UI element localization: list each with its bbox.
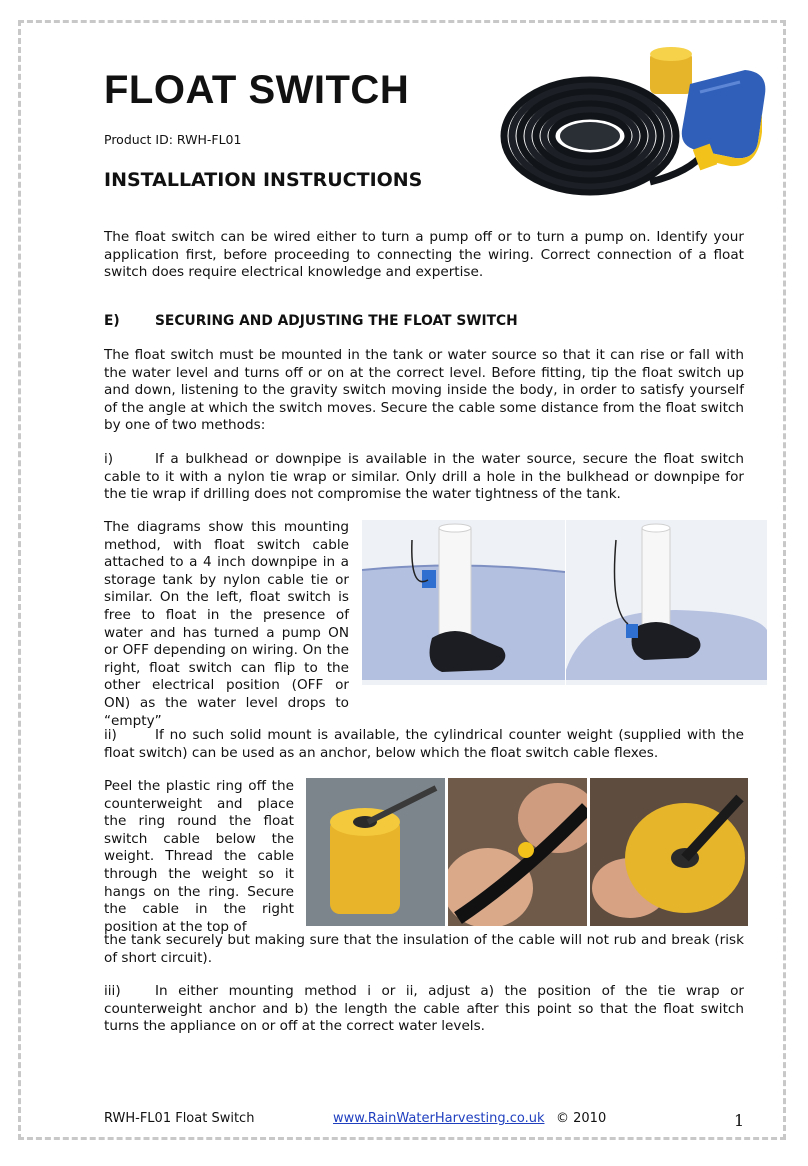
diagram-description: The diagrams show this mounting method, with float switch cable attached to a 4 inch downpipe in a storage tank by nylon cable tie or similar. On the left, float switch is free to float in the presence of water and has turned a pump ON or OFF depending on wiring. On the right, float switch can flip to the other electrical position (OFF or ON) as the water level drops to “empty”: [104, 519, 349, 729]
item-ii-text: If no such solid mount is available, the cylindrical counter weight (supplied with the float switch) can be used as an anchor, below which the float switch cable flexes.: [104, 727, 744, 761]
section-body: The float switch must be mounted in the tank or water source so that it can rise or fall with the water level and turns off or on at the correct level. Before fitting, tip the float switch up and down, listening to the gravity switch moving inside the body, in order to satisfy yourself of the angle at which the switch moves. Secure the cable some distance from the float switch by one of two methods:: [104, 347, 744, 434]
peel-instructions: Peel the plastic ring off the counterweight and place the ring round the float switch cable below the weight. Thread the cable through the weight so it hangs on the ring. Secure the cable in the right position at the top of: [104, 778, 294, 935]
diagram-float-up: [362, 520, 565, 685]
product-id: Product ID: RWH-FL01: [104, 132, 242, 147]
item-iii-label: iii): [104, 983, 121, 999]
page-number: 1: [734, 1111, 745, 1130]
footer-doc-name: RWH-FL01 Float Switch: [104, 1111, 255, 1126]
intro-paragraph: The float switch can be wired either to turn a pump off or to turn a pump on. Identify your application first, before proceeding to connecting the wiring. Correct connection of a float switch does require electrical knowledge and expertise.: [104, 229, 744, 281]
section-heading: [104, 313, 518, 329]
counterweight-photo-3: [590, 778, 748, 926]
diagram-float-down: [566, 520, 767, 685]
counterweight-photo-2: [448, 778, 587, 926]
item-iii: [104, 983, 744, 1036]
item-iii-text: In either mounting method i or ii, adjust a) the position of the tie wrap or counterweight anchor and b) the length the cable after this point so that the float switch turns the appliance on or off at the correct water levels.: [104, 983, 744, 1035]
section-title: SECURING AND ADJUSTING THE FLOAT SWITCH: [155, 313, 518, 329]
item-i-label: i): [104, 451, 114, 467]
page-title: FLOAT SWITCH: [104, 68, 410, 112]
product-photo: [500, 42, 772, 200]
item-ii: [104, 727, 744, 762]
peel-instructions-continued: the tank securely but making sure that the insulation of the cable will not rub and break (risk of short circuit).: [104, 932, 744, 966]
footer-website-link[interactable]: www.RainWaterHarvesting.co.uk: [333, 1111, 545, 1126]
item-ii-label: ii): [104, 727, 117, 743]
item-i: [104, 451, 744, 504]
section-subtitle: INSTALLATION INSTRUCTIONS: [104, 169, 423, 191]
item-i-text: If a bulkhead or downpipe is available in the water source, secure the float switch cable to it with a nylon tie wrap or similar. Only drill a hole in the bulkhead or downpipe for the tie wrap if drilling does not compromise the water tightness of the tank.: [104, 451, 744, 503]
footer-copyright: © 2010: [556, 1111, 607, 1126]
counterweight-photo-1: [306, 778, 445, 926]
section-letter: E): [104, 313, 120, 329]
